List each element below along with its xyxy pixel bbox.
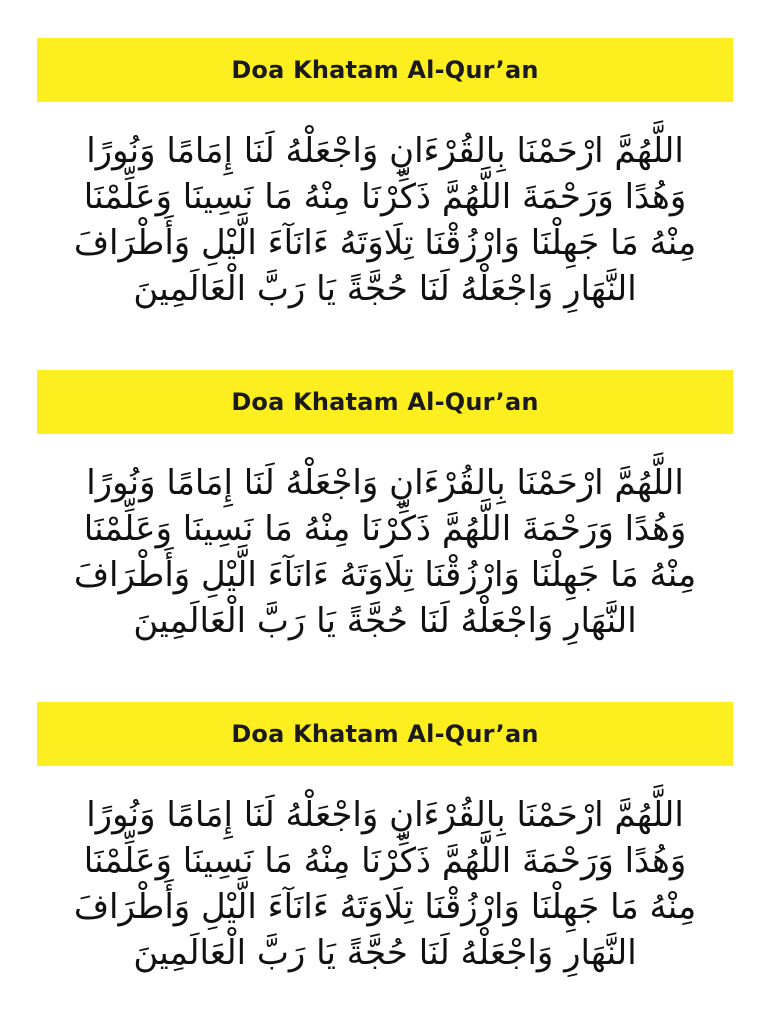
section-title: Doa Khatam Al-Qur’an	[231, 720, 539, 748]
prayer-line: اللَّهُمَّ ارْحَمْنَا بِالقُرْءَانِ وَاجْعَلْهُ لَنَا إِمَامًا وَنُورًا	[86, 131, 684, 171]
section-title: Doa Khatam Al-Qur’an	[231, 388, 539, 416]
prayer-line: النَّهَارِ وَاجْعَلْهُ لَنَا حُجَّةً يَا رَبَّ الْعَالَمِينَ	[133, 269, 637, 309]
title-banner	[37, 38, 733, 102]
prayer-section-2	[37, 370, 733, 644]
prayer-line: وَهُدًا وَرَحْمَةَ اللَّهُمَّ ذَكِّرْنَا مِنْهُ مَا نَسِينَا وَعَلِّمْنَا	[83, 177, 687, 217]
prayer-line: مِنْهُ مَا جَهِلْنَا وَارْزُقْنَا تِلَاوَتَهُ ءَانَآءَ الَّيْلِ وَأَطْرَافَ	[73, 887, 697, 927]
arabic-prayer-text	[37, 460, 733, 644]
prayer-line: مِنْهُ مَا جَهِلْنَا وَارْزُقْنَا تِلَاوَتَهُ ءَانَآءَ الَّيْلِ وَأَطْرَافَ	[73, 555, 697, 595]
prayer-line: وَهُدًا وَرَحْمَةَ اللَّهُمَّ ذَكِّرْنَا مِنْهُ مَا نَسِينَا وَعَلِّمْنَا	[83, 509, 687, 549]
prayer-section-1	[37, 38, 733, 312]
section-title: Doa Khatam Al-Qur’an	[231, 56, 539, 84]
prayer-line: النَّهَارِ وَاجْعَلْهُ لَنَا حُجَّةً يَا رَبَّ الْعَالَمِينَ	[133, 933, 637, 973]
prayer-line: اللَّهُمَّ ارْحَمْنَا بِالقُرْءَانِ وَاجْعَلْهُ لَنَا إِمَامًا وَنُورًا	[86, 463, 684, 503]
title-banner	[37, 370, 733, 434]
prayer-line: وَهُدًا وَرَحْمَةَ اللَّهُمَّ ذَكِّرْنَا مِنْهُ مَا نَسِينَا وَعَلِّمْنَا	[83, 841, 687, 881]
prayer-line: مِنْهُ مَا جَهِلْنَا وَارْزُقْنَا تِلَاوَتَهُ ءَانَآءَ الَّيْلِ وَأَطْرَافَ	[73, 223, 697, 263]
prayer-line: اللَّهُمَّ ارْحَمْنَا بِالقُرْءَانِ وَاجْعَلْهُ لَنَا إِمَامًا وَنُورًا	[86, 795, 684, 835]
prayer-line: النَّهَارِ وَاجْعَلْهُ لَنَا حُجَّةً يَا رَبَّ الْعَالَمِينَ	[133, 601, 637, 641]
arabic-prayer-text	[37, 128, 733, 312]
prayer-section-3	[37, 702, 733, 976]
arabic-prayer-text	[37, 792, 733, 976]
title-banner	[37, 702, 733, 766]
